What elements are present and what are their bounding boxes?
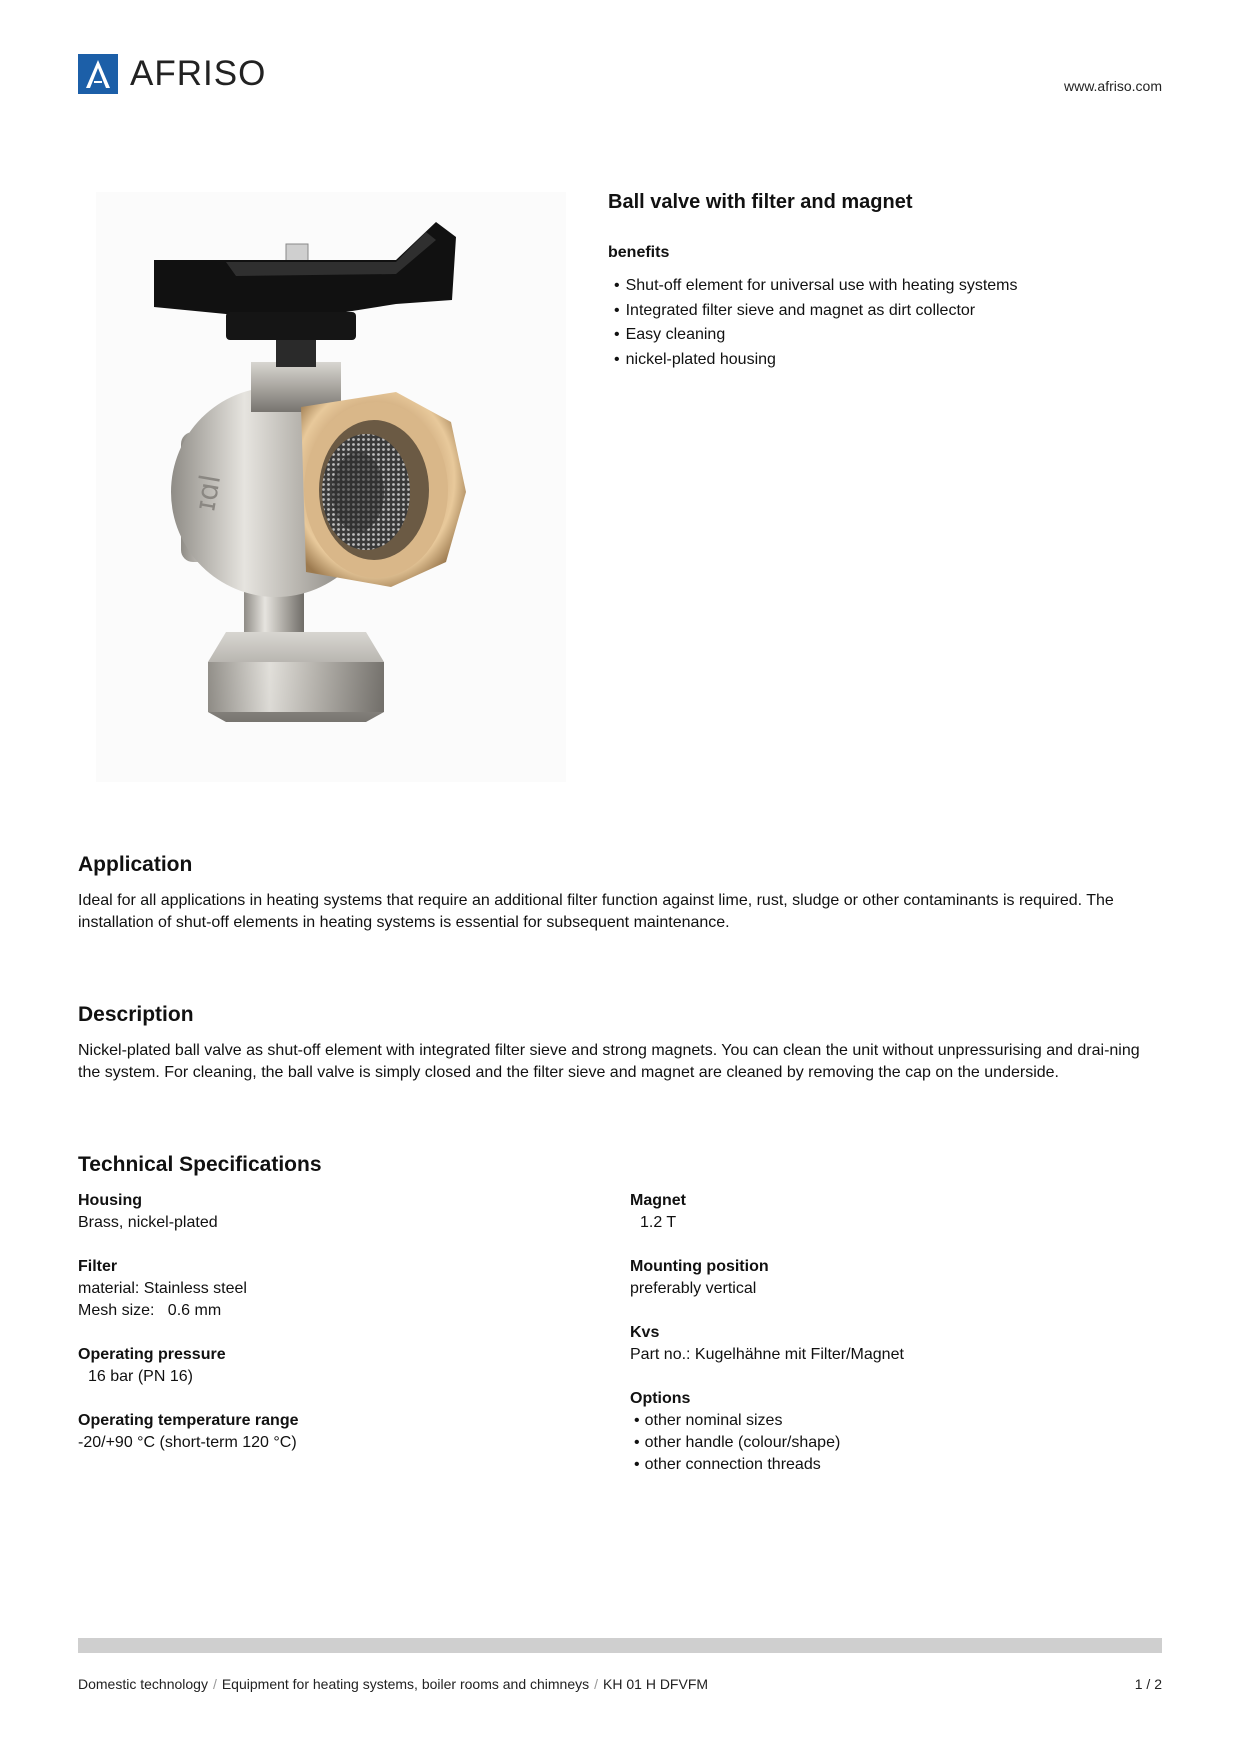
breadcrumb-equipment: Equipment for heating systems, boiler rooms and chimneys	[221, 1676, 590, 1692]
spec-label: Mounting position	[630, 1258, 769, 1275]
breadcrumb-separator: /	[594, 1676, 599, 1692]
product-title: Ball valve with filter and magnet	[608, 191, 913, 213]
footer	[78, 1676, 1162, 1692]
spec-value: preferably vertical	[630, 1280, 757, 1297]
spec-magnet	[630, 1190, 1130, 1234]
benefits-list	[608, 274, 1168, 372]
footer-bar	[78, 1638, 1162, 1653]
spec-value: 16 bar (PN 16)	[88, 1368, 193, 1385]
brand-name: AFRISO	[130, 54, 267, 93]
product-intro	[608, 190, 1168, 372]
specs-column-right	[630, 1190, 1130, 1498]
spec-filter	[78, 1256, 578, 1322]
spec-value: -20/+90 °C (short-term 120 °C)	[78, 1434, 297, 1451]
afriso-logo-icon	[78, 54, 118, 94]
option-item: • other connection threads	[630, 1454, 1130, 1476]
spec-label: Housing	[78, 1192, 142, 1209]
specs-section	[78, 1152, 1162, 1190]
spec-value: Mesh size: 0.6 mm	[78, 1302, 222, 1319]
spec-label: Operating pressure	[78, 1346, 226, 1363]
description-section	[78, 1002, 1162, 1084]
description-heading: Description	[78, 1003, 194, 1026]
benefit-item: • Easy cleaning	[608, 323, 1168, 348]
afriso-logo	[78, 54, 266, 94]
options-list	[630, 1410, 1130, 1476]
option-item: • other handle (colour/shape)	[630, 1432, 1130, 1454]
spec-housing	[78, 1190, 578, 1234]
application-heading: Application	[78, 853, 193, 876]
spec-pressure	[78, 1344, 578, 1388]
spec-label: Operating temperature range	[78, 1412, 299, 1429]
specs-heading: Technical Specifications	[78, 1153, 322, 1176]
benefits-heading: benefits	[608, 244, 670, 261]
spec-mounting	[630, 1256, 1130, 1300]
website-link[interactable]: www.afriso.com	[1063, 78, 1162, 94]
spec-options	[630, 1388, 1130, 1476]
application-section	[78, 852, 1162, 934]
spec-label: Filter	[78, 1258, 118, 1275]
spec-value: material: Stainless steel	[78, 1280, 247, 1297]
spec-label: Options	[630, 1390, 691, 1407]
breadcrumb-domestic: Domestic technology	[78, 1676, 208, 1692]
product-image	[96, 192, 566, 782]
description-text: Nickel-plated ball valve as shut-off element with integrated filter sieve and strong magnets. You can clean the unit without unpressurising and drai-ning the system. For cleaning, the ball valve is simply closed and the filter sieve and magnet are cleaned by removing the cap on the underside.	[78, 1042, 1140, 1081]
spec-label: Kvs	[630, 1324, 660, 1341]
benefit-item: • Shut-off element for universal use with heating systems	[608, 274, 1168, 299]
spec-label: Magnet	[630, 1192, 686, 1209]
svg-text:ɪɑl: ɪɑl	[188, 472, 228, 514]
spec-temperature	[78, 1410, 578, 1454]
benefit-item: • nickel-plated housing	[608, 348, 1168, 373]
specs-column-left	[78, 1190, 578, 1476]
benefit-item: • Integrated filter sieve and magnet as dirt collector	[608, 299, 1168, 324]
option-item: • other nominal sizes	[630, 1410, 1130, 1432]
page-number: 1 / 2	[1134, 1676, 1162, 1692]
breadcrumb-separator: /	[212, 1676, 217, 1692]
spec-value: Brass, nickel-plated	[78, 1214, 218, 1231]
application-text: Ideal for all applications in heating systems that require an additional filter function against lime, rust, sludge or other contaminants is required. The installation of shut-off elements in heating systems is essential for subsequent maintenance.	[78, 892, 1114, 931]
breadcrumb-part: KH 01 H DFVFM	[603, 1676, 709, 1692]
spec-value: 1.2 T	[640, 1214, 677, 1231]
spec-value: Part no.: Kugelhähne mit Filter/Magnet	[630, 1346, 904, 1363]
spec-kvs	[630, 1322, 1130, 1366]
